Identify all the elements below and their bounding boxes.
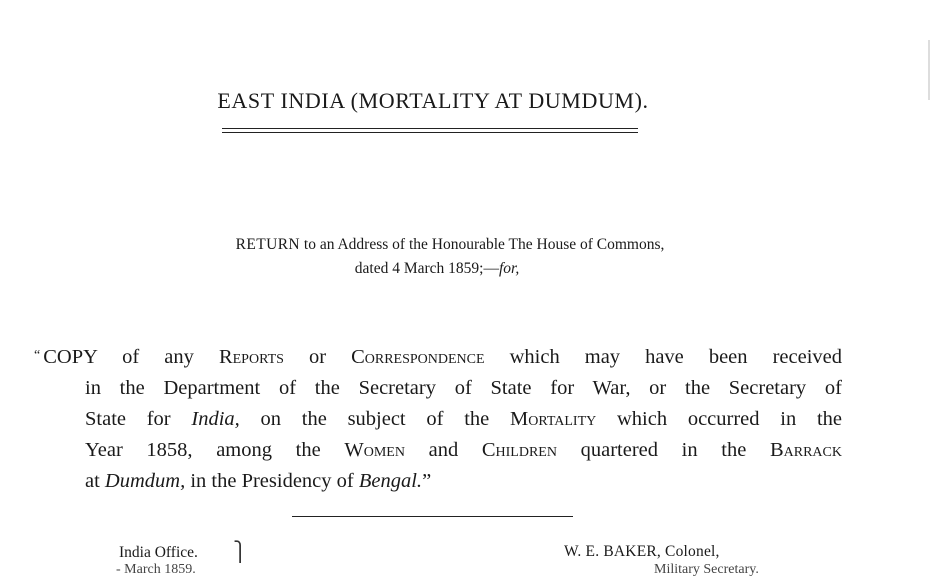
open-quote-mark: “ — [34, 348, 41, 363]
quote-text-segment: Year 1858, among the — [85, 439, 345, 461]
quote-text-segment: in the Department of the Secretary of State for War, or the Secretary of — [85, 377, 842, 399]
quote-line — [34, 466, 842, 497]
return-lead: RETURN — [235, 236, 301, 253]
quote-text-segment: at — [85, 470, 105, 492]
quote-text-segment: which occurred in the — [596, 408, 843, 430]
quote-text-segment: ” — [422, 470, 432, 492]
quote-text-segment: or — [283, 346, 352, 368]
return-rest: to an Address of the Honourable The House of Commons, — [300, 236, 665, 253]
title-double-rule — [222, 128, 638, 133]
return-line — [0, 236, 900, 254]
signatory-title-partial: Military Secretary. — [654, 562, 759, 577]
quote-text-segment: Barrack — [769, 439, 842, 461]
for-word: for, — [498, 260, 520, 277]
date-partial: - March 1859. — [116, 562, 196, 577]
quote-text-segment: India, — [191, 408, 240, 430]
edge-mark — [928, 40, 930, 100]
quote-text-segment: Reports — [218, 346, 284, 368]
signatory-name: W. E. BAKER, Colonel, — [564, 543, 720, 560]
quote-text-segment: Correspondence — [351, 346, 485, 368]
quote-text-segment: on the subject of the — [239, 408, 510, 430]
quote-text-segment: State for — [85, 408, 192, 430]
quote-text-segment: quartered in the — [556, 439, 770, 461]
quote-text-segment: in the Presidency of — [185, 470, 359, 492]
dated-line — [0, 260, 874, 278]
quote-text-segment: COPY of any — [43, 346, 219, 368]
quote-text-segment: Bengal. — [358, 470, 423, 492]
quote-line — [34, 340, 842, 373]
quote-text-segment: Mortality — [509, 408, 597, 430]
quote-text-segment: Dumdum, — [104, 470, 186, 492]
office-name: India Office. — [119, 544, 198, 561]
quote-text-segment: and — [404, 439, 482, 461]
quote-line — [34, 435, 842, 466]
quoted-request — [34, 340, 842, 497]
quote-text-segment: Children — [481, 439, 557, 461]
document-title: EAST INDIA (MORTALITY AT DUMDUM). — [217, 88, 649, 113]
dated-text: dated 4 March 1859;— — [354, 260, 499, 277]
quote-text-segment: Women — [344, 439, 405, 461]
quote-text-segment: which may have been received — [484, 346, 842, 368]
section-rule — [292, 516, 573, 517]
quote-line — [34, 373, 842, 404]
quote-line — [34, 404, 842, 435]
brace-mark: ⎫ — [233, 542, 248, 563]
